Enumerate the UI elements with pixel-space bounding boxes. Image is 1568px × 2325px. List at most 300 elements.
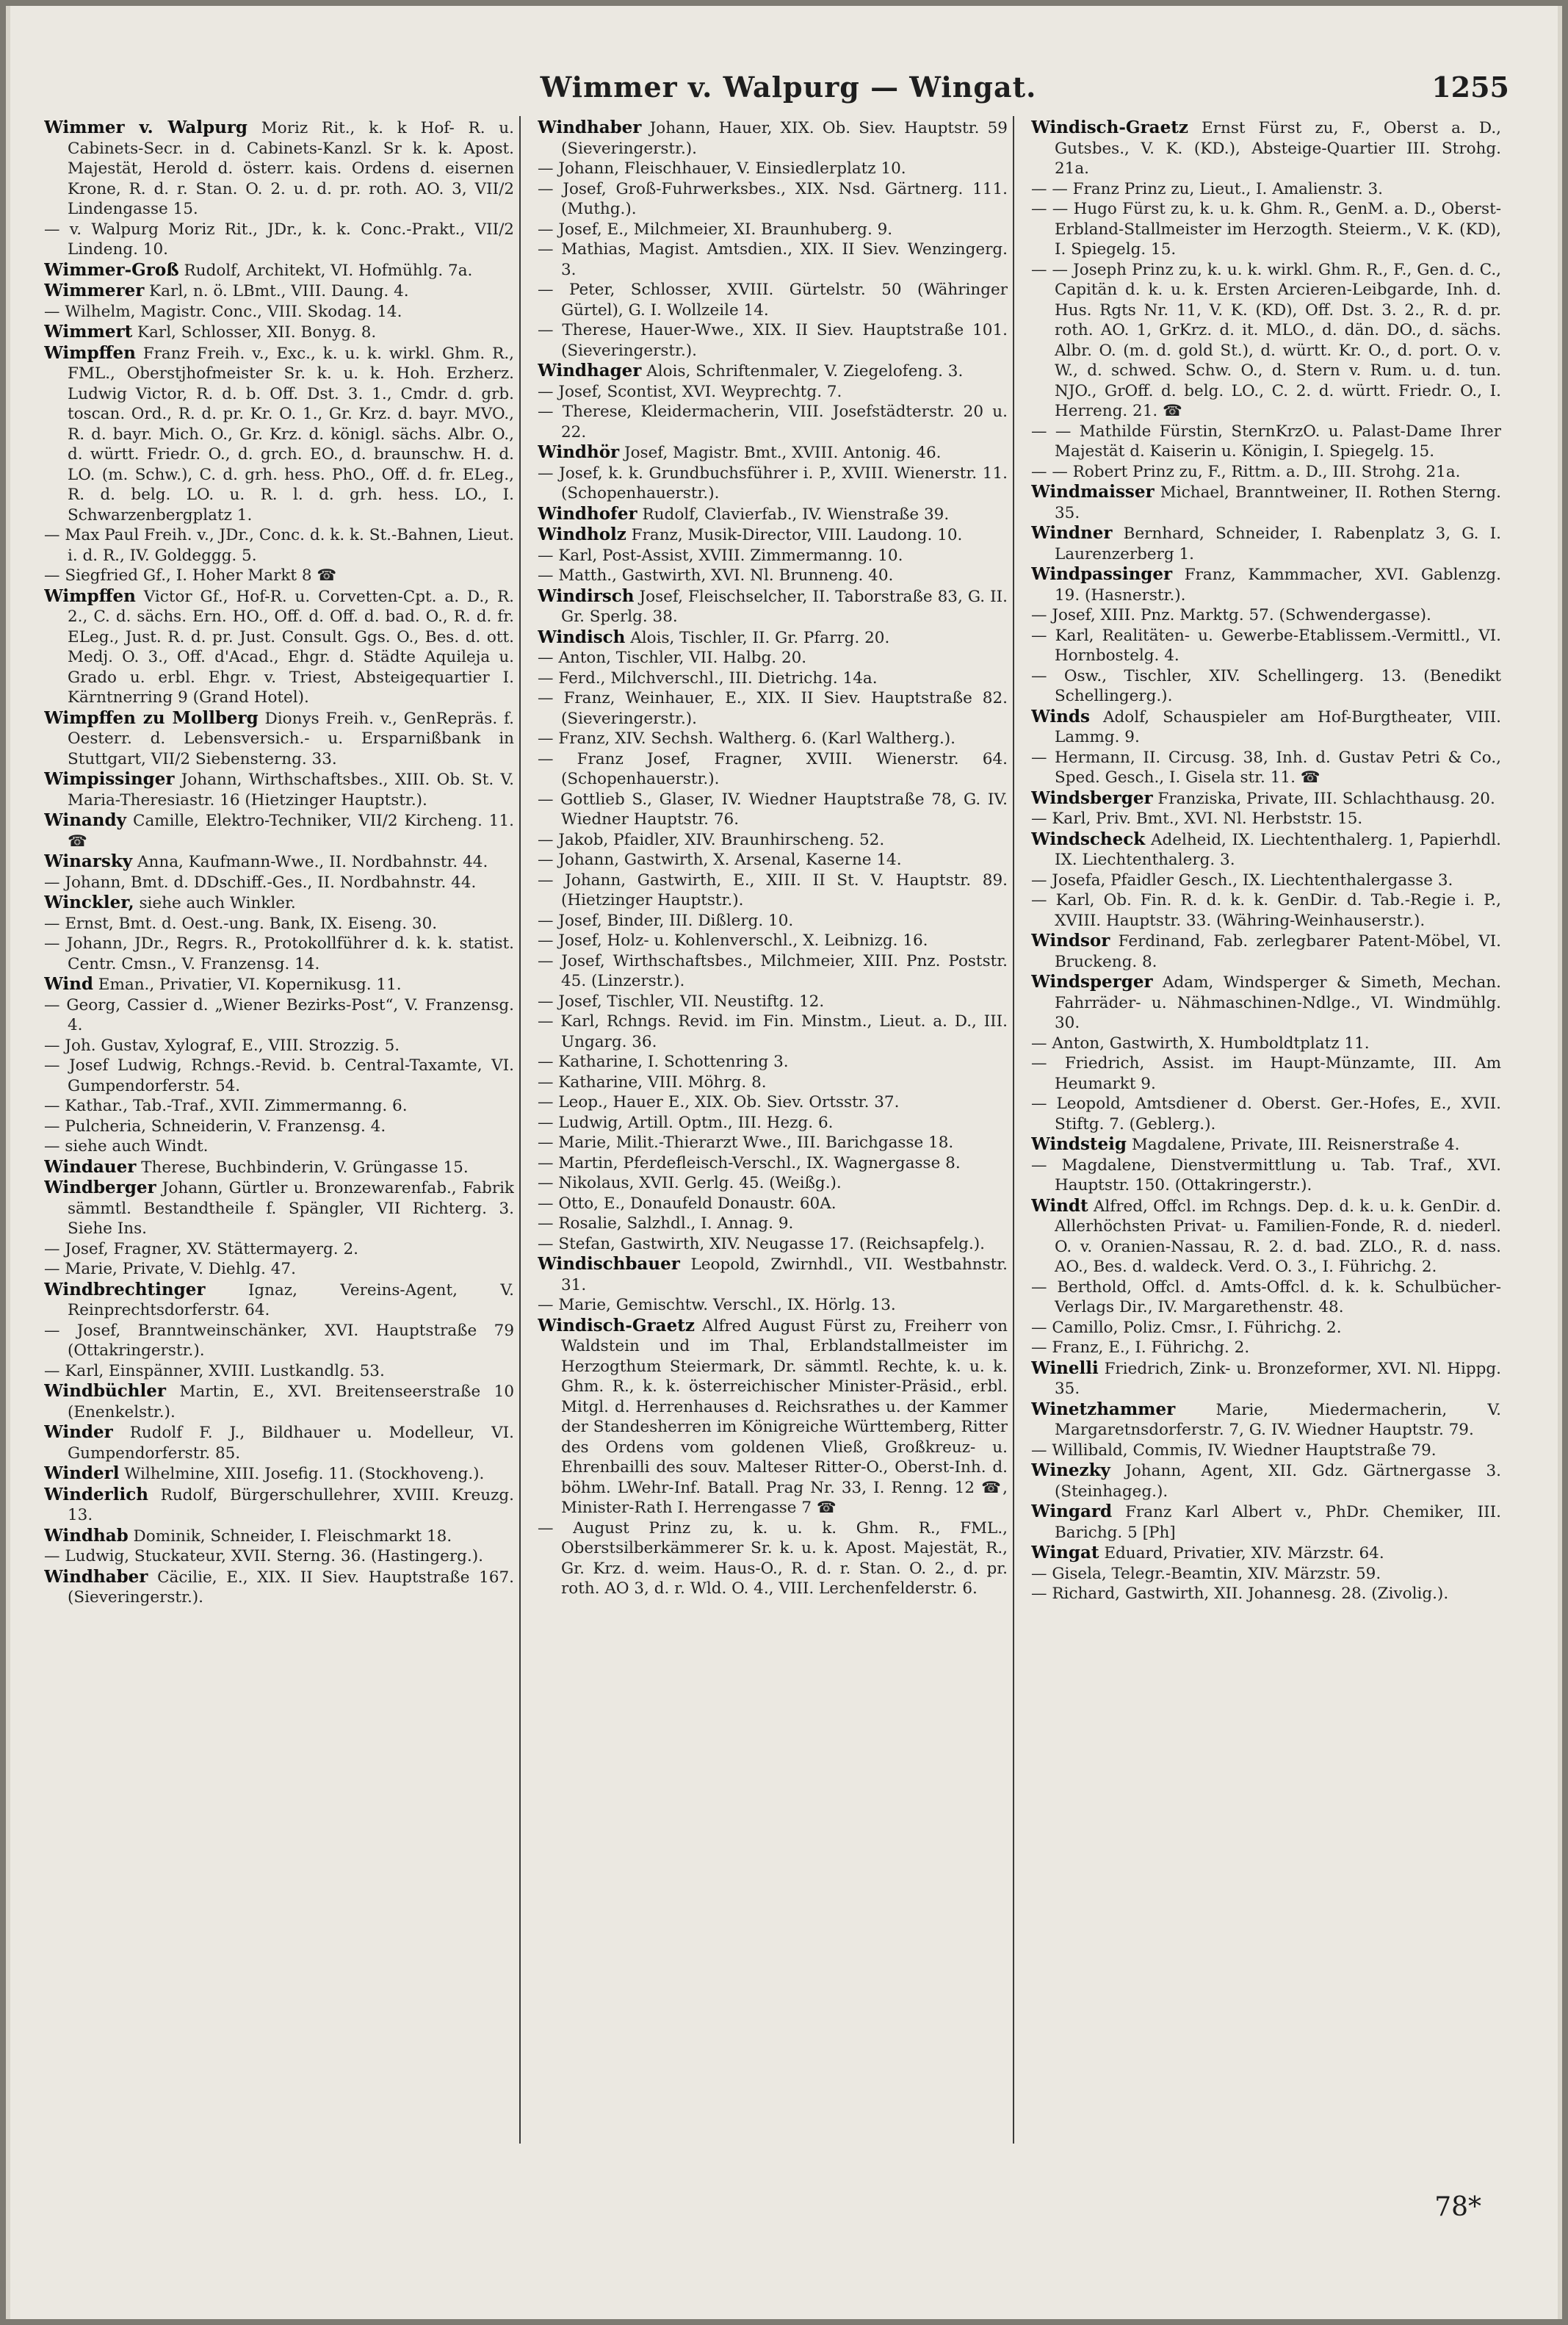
entry-text: Therese, Buchbinderin, V. Grüngasse 15.: [136, 1158, 469, 1177]
entry-headword: Windhaber: [44, 1566, 148, 1587]
entry-text: — Karl, Ob. Fin. R. d. k. k. GenDir. d. Tab.-Regie i. P., XVIII. Hauptstr. 33. (Währing-Weinhauserstr.).: [1031, 891, 1501, 930]
directory-entry: [538, 1113, 1008, 1133]
entry-text: — Ferd., Milchverschl., III. Dietrichg. 14a.: [538, 668, 878, 688]
entry-text: Franz Karl Albert v., PhDr. Chemiker, III. Barichg. 5 [Ph]: [1055, 1503, 1501, 1542]
entry-text: — Magdalene, Dienstvermittlung u. Tab. Traf., XVI. Hauptstr. 150. (Ottakringerstr.).: [1031, 1156, 1501, 1194]
entry-headword: Windauer: [44, 1156, 137, 1177]
directory-entry: [44, 220, 514, 260]
entry-text: — Josef, Scontist, XVI. Weyprechtg. 7.: [538, 382, 842, 401]
directory-entry: [1031, 179, 1501, 200]
directory-entry: [44, 1056, 514, 1096]
entry-text: Rudolf, Bürgerschullehrer, XVIII. Kreuzg. 13.: [68, 1485, 514, 1524]
entry-headword: Winezky: [1031, 1460, 1110, 1480]
directory-entry: [44, 302, 514, 322]
entry-headword: Windhör: [538, 442, 620, 462]
directory-entry: [1031, 1441, 1501, 1461]
directory-entry: [1031, 809, 1501, 829]
directory-entry: [1031, 707, 1501, 748]
directory-entry: [538, 159, 1008, 179]
entry-text: Franz, Musik-Director, VIII. Laudong. 10.: [626, 526, 963, 544]
directory-entry: [538, 442, 1008, 464]
directory-entry: [1031, 1399, 1501, 1441]
entry-text: — Karl, Realitäten- u. Gewerbe-Etablissem.-Vermittl., VI. Hornbostelg. 4.: [1031, 626, 1501, 665]
entry-text: — Marie, Gemischtw. Verschl., IX. Hörlg. 13.: [538, 1296, 896, 1314]
entry-text: — Katharine, I. Schottenring 3.: [538, 1053, 789, 1071]
directory-entry: [538, 648, 1008, 668]
entry-text: Magdalene, Private, III. Reisnerstraße 4.: [1127, 1136, 1460, 1154]
entry-text: — Camillo, Poliz. Cmsr., I. Führichg. 2.: [1031, 1318, 1342, 1337]
entry-text: — Willibald, Commis, IV. Wiedner Hauptstraße 79.: [1031, 1441, 1437, 1460]
directory-entry: [1031, 626, 1501, 666]
entry-text: — Leop., Hauer E., XIX. Ob. Siev. Ortsstr. 37.: [538, 1093, 900, 1111]
entry-text: Wilhelmine, XIII. Josefig. 11. (Stockhoveng.).: [119, 1465, 485, 1483]
directory-entry: [1031, 1460, 1501, 1502]
entry-headword: Windhofer: [538, 503, 637, 524]
directory-entry: [538, 870, 1008, 911]
directory-entry: [1031, 829, 1501, 870]
entry-text: Eman., Privatier, VI. Kopernikusg. 11.: [93, 976, 402, 994]
entry-text: Marie, Miedermacherin, V. Margaretnsdorferstr. 7, G. IV. Wiedner Hauptstr. 79.: [1055, 1400, 1501, 1439]
directory-entry: [538, 179, 1008, 220]
entry-text: — Josef, Wirthschaftsbes., Milchmeier, XIII. Pnz. Poststr. 45. (Linzerstr.).: [538, 951, 1008, 990]
entry-headword: Winderl: [44, 1463, 120, 1483]
directory-entry: [538, 402, 1008, 442]
directory-entry: [538, 1295, 1008, 1316]
entry-headword: Winder: [44, 1422, 113, 1442]
entry-headword: Windmaisser: [1031, 482, 1155, 502]
entry-headword: Windsberger: [1031, 787, 1153, 808]
entry-headword: Windhab: [44, 1525, 129, 1546]
entry-text: Rudolf, Clavierfab., IV. Wienstraße 39.: [637, 505, 950, 524]
entry-text: — Wilhelm, Magistr. Conc., VIII. Skodag. 14.: [44, 302, 402, 321]
entry-headword: Windpassinger: [1031, 564, 1173, 584]
entry-text: — Kathar., Tab.-Traf., XVII. Zimmermanng. 6.: [44, 1097, 408, 1115]
directory-entry: [538, 830, 1008, 851]
entry-text: — Karl, Priv. Bmt., XVI. Nl. Herbststr. 15.: [1031, 810, 1363, 828]
entry-text: — Franz, XIV. Sechsh. Waltherg. 6. (Karl Waltherg.).: [538, 729, 955, 748]
entry-text: Adelheid, IX. Liechtenthalerg. 1, Papierhdl. IX. Liechtenthalerg. 3.: [1055, 830, 1501, 869]
entry-text: — Karl, Post-Assist, XVIII. Zimmermanng. 10.: [538, 546, 903, 565]
directory-entry: [44, 1036, 514, 1056]
directory-entry: [1031, 1053, 1501, 1094]
entry-text: — Josefa, Pfaidler Gesch., IX. Liechtenthalergasse 3.: [1031, 870, 1453, 890]
directory-entry: [1031, 788, 1501, 810]
directory-entry: [44, 810, 514, 851]
directory-entry: [1031, 748, 1501, 788]
entry-text: — Marie, Milit.-Thierarzt Wwe., III. Barichgasse 18.: [538, 1133, 954, 1152]
directory-column-left: [44, 118, 514, 2130]
directory-entry: [1031, 1584, 1501, 1604]
directory-entry: [44, 914, 514, 934]
entry-text: — — Mathilde Fürstin, SternKrzO. u. Palast-Dame Ihrer Majestät d. Kaiserin u. Königin, I. Spiegelg. 15.: [1031, 422, 1501, 461]
directory-entry: [44, 586, 514, 708]
entry-headword: Winds: [1031, 706, 1090, 727]
entry-text: — Joh. Gustav, Xylograf, E., VIII. Strozzig. 5.: [44, 1036, 400, 1055]
entry-text: — Georg, Cassier d. „Wiener Bezirks-Post“, V. Franzensg. 4.: [44, 995, 514, 1034]
entry-text: — Franz Josef, Fragner, XVIII. Wienerstr. 64. (Schopenhauerstr.).: [538, 749, 1008, 788]
directory-entry: [538, 525, 1008, 546]
entry-text: — Franz, E., I. Führichg. 2.: [1031, 1338, 1250, 1357]
directory-entry: [1031, 564, 1501, 605]
directory-entry: [538, 992, 1008, 1012]
entry-text: — August Prinz zu, k. u. k. Ghm. R., FML., Oberstsilberkämmerer Sr. k. u. k. Apost. Majestät, R., Gr. Krz. d. weim. Haus-O., R. d. r. Stan. O. 2., d. pr. roth. AO 3, d. r. Wld. O. 4., VIII. Lerchenfelderstr. 6.: [538, 1518, 1008, 1598]
directory-entry: [44, 1422, 514, 1463]
directory-entry: [538, 1194, 1008, 1214]
entry-text: Leopold, Zwirnhdl., VII. Westbahnstr. 31.: [561, 1255, 1008, 1294]
directory-entry: [538, 1133, 1008, 1153]
entry-headword: Windisch-Graetz: [538, 1315, 695, 1335]
entry-headword: Windsperger: [1031, 972, 1153, 992]
directory-entry: [538, 1234, 1008, 1255]
entry-text: Johann, Hauer, XIX. Ob. Siev. Hauptstr. 59 (Sieveringerstr.).: [561, 119, 1008, 158]
directory-entry: [538, 1153, 1008, 1174]
entry-text: — Josef, Groß-Fuhrwerksbes., XIX. Nsd. Gärtnerg. 111. (Muthg.).: [538, 179, 1008, 218]
entry-headword: Wingard: [1031, 1502, 1113, 1521]
entry-text: — Franz, Weinhauer, E., XIX. II Siev. Hauptstraße 82. (Sieveringerstr.).: [538, 689, 1008, 728]
directory-entry: [1031, 1543, 1501, 1564]
directory-entry: [44, 1096, 514, 1117]
directory-entry: [44, 769, 514, 810]
entry-text: — siehe auch Windt.: [44, 1137, 209, 1156]
entry-text: — Osw., Tischler, XIV. Schellingerg. 13. (Benedikt Schellingerg.).: [1031, 666, 1501, 705]
entry-text: — — Robert Prinz zu, F., Rittm. a. D., III. Strohg. 21a.: [1031, 462, 1461, 481]
entry-text: — Peter, Schlosser, XVIII. Gürtelstr. 50 (Währinger Gürtel), G. I. Wollzeile 14.: [538, 281, 1008, 320]
directory-entry: [44, 1485, 514, 1526]
entry-text: Karl, n. ö. LBmt., VIII. Daung. 4.: [144, 282, 409, 300]
entry-headword: Winderlich: [44, 1484, 148, 1504]
directory-entry: [1031, 482, 1501, 523]
entry-headword: Wind: [44, 974, 93, 994]
directory-entry: [44, 260, 514, 281]
entry-text: — Therese, Kleidermacherin, VIII. Josefstädterstr. 20 u. 22.: [538, 403, 1008, 441]
directory-entry: [44, 1463, 514, 1485]
entry-text: Michael, Branntweiner, II. Rothen Sterng. 35.: [1055, 483, 1501, 522]
directory-entry: [1031, 1034, 1501, 1054]
entry-headword: Windberger: [44, 1178, 156, 1197]
entry-text: Dionys Freih. v., GenRepräs. f. Oesterr. d. Lebensversich.- u. Ersparnißbank in Stuttgart, VII/2 Siebensterng. 33.: [68, 709, 514, 768]
entry-text: Friedrich, Zink- u. Bronzeformer, XVI. Nl. Hippg. 35.: [1055, 1359, 1501, 1398]
entry-headword: Wingat: [1031, 1543, 1099, 1562]
entry-headword: Wimpffen zu Mollberg: [44, 707, 259, 728]
directory-entry: [538, 1052, 1008, 1073]
directory-entry: [1031, 931, 1501, 972]
entry-headword: Windholz: [538, 525, 626, 544]
entry-text: Ferdinand, Fab. zerlegbarer Patent-Möbel, VI. Bruckeng. 8.: [1055, 932, 1501, 971]
directory-entry: [44, 851, 514, 873]
entry-text: — Max Paul Freih. v., JDr., Conc. d. k. k. St.-Bahnen, Lieut. i. d. R., IV. Goldeggg. 5.: [44, 526, 514, 565]
entry-headword: Winandy: [44, 810, 126, 830]
directory-entry: [44, 1546, 514, 1567]
entry-text: — Siegfried Gf., I. Hoher Markt 8 ☎: [44, 566, 337, 585]
directory-entry: [44, 1259, 514, 1280]
directory-entry: [44, 566, 514, 586]
entry-headword: Wimmer-Groß: [44, 259, 179, 280]
entry-headword: Wimmert: [44, 322, 133, 342]
entry-text: — Berthold, Offcl. d. Amts-Offcl. d. k. k. Schulbücher-Verlags Dir., IV. Margarethenstr. 48.: [1031, 1277, 1501, 1316]
directory-entry: [1031, 1196, 1501, 1277]
directory-entry: [538, 1092, 1008, 1113]
directory-entry: [538, 118, 1008, 159]
directory-entry: [44, 281, 514, 302]
entry-text: Johann, Agent, XII. Gdz. Gärtnergasse 3. (Steinhageg.).: [1055, 1462, 1501, 1501]
entry-text: — — Franz Prinz zu, Lieut., I. Amalienstr. 3.: [1031, 179, 1384, 198]
directory-entry: [1031, 1094, 1501, 1134]
entry-text: — — Joseph Prinz zu, k. u. k. wirkl. Ghm. R., F., Gen. d. C., Capitän d. k. u. k. Ersten Arcieren-Leibgarde, Inh. d. Hus. Rgts Nr. 11, V. K. (KD), Off. Dst. 3. 2., R. d. pr. roth. AO. 1, GrKrz. d. it. MLO., d. dän. DO., d. sächs. Albr. O. (m. d. gold St.), d. württ. Kr. O., d. port. O. v. W., d. schwed. Schw. O., d. Stern v. Rum. u. d. tun. NJO., GrOff. d. belg. LO., C. 2. d. württ. Friedr. O., I. Herreng. 21. ☎: [1031, 260, 1501, 420]
directory-entry: [1031, 605, 1501, 626]
entry-headword: Windhager: [538, 361, 642, 381]
entry-headword: Wimpffen: [44, 585, 136, 606]
entry-headword: Wimmerer: [44, 281, 145, 300]
entry-text: — Matth., Gastwirth, XVI. Nl. Brunneng. 40.: [538, 566, 894, 585]
entry-text: Bernhard, Schneider, I. Rabenplatz 3, G. I. Laurenzerberg 1.: [1055, 525, 1501, 563]
directory-entry: [1031, 890, 1501, 931]
entry-headword: Windischbauer: [538, 1254, 680, 1274]
entry-text: — Nikolaus, XVII. Gerlg. 45. (Weißg.).: [538, 1174, 842, 1192]
directory-entry: [538, 504, 1008, 525]
entry-text: Johann, Wirthschaftsbes., XIII. Ob. St. V. Maria-Theresiastr. 16 (Hietzinger Hauptstr.).: [68, 771, 514, 810]
directory-entry: [1031, 1134, 1501, 1156]
directory-column-right: [1031, 118, 1501, 2130]
entry-text: — Johann, Gastwirth, X. Arsenal, Kaserne 14.: [538, 851, 902, 869]
directory-entry: [1031, 1358, 1501, 1399]
directory-column-middle: [538, 118, 1008, 2130]
directory-entry: [44, 1361, 514, 1382]
entry-text: — Therese, Hauer-Wwe., XIX. II Siev. Hauptstraße 101. (Sieveringerstr.).: [538, 321, 1008, 360]
directory-entry: [1031, 1502, 1501, 1543]
entry-headword: Winarsky: [44, 851, 133, 871]
directory-entry: [1031, 870, 1501, 891]
entry-headword: Winelli: [1031, 1358, 1099, 1378]
entry-text: — Richard, Gastwirth, XII. Johannesg. 28. (Zivolig.).: [1031, 1585, 1449, 1603]
entry-text: Alois, Tischler, II. Gr. Pfarrg. 20.: [625, 628, 890, 647]
entry-text: Karl, Schlosser, XII. Bonyg. 8.: [132, 323, 377, 342]
directory-entry: [1031, 1277, 1501, 1318]
entry-headword: Windisch: [538, 627, 626, 647]
directory-entry: [1031, 666, 1501, 707]
directory-entry: [44, 525, 514, 566]
directory-entry: [1031, 260, 1501, 422]
entry-headword: Wimmer v. Walpurg: [44, 118, 248, 137]
directory-entry: [44, 1178, 514, 1239]
directory-columns: [44, 118, 1513, 2130]
directory-entry: [538, 911, 1008, 931]
directory-entry: [44, 343, 514, 526]
directory-entry: [44, 322, 514, 343]
directory-entry: [538, 951, 1008, 992]
directory-entry: [44, 1381, 514, 1422]
directory-entry: [538, 850, 1008, 870]
entry-text: — Hermann, II. Circusg. 38, Inh. d. Gustav Petri & Co., Sped. Gesch., I. Gisela str. 11. ☎: [1031, 748, 1501, 787]
entry-text: — Johann, Gastwirth, E., XIII. II St. V. Hauptstr. 89. (Hietzinger Hauptstr.).: [538, 870, 1008, 909]
entry-headword: Windbüchler: [44, 1381, 166, 1401]
directory-entry: [44, 118, 514, 220]
entry-headword: Winckler,: [44, 893, 134, 912]
entry-headword: Windscheck: [1031, 829, 1146, 849]
entry-text: Alfred, Offcl. im Rchngs. Dep. d. k. u. k. GenDir. d. Allerhöchsten Privat- u. Familien-Fonde, R. d. niederl. O. v. Oranien-Nassau, R. 2. d. bad. ZLO., R. d. nass. AO., Bes. d. waldeck. Verd. O. 3., I. Führichg. 2.: [1055, 1197, 1501, 1276]
entry-text: siehe auch Winkler.: [134, 894, 296, 912]
directory-entry: [44, 1117, 514, 1137]
entry-text: — Rosalie, Salzhdl., I. Annag. 9.: [538, 1214, 794, 1233]
page-number: 1255: [1431, 71, 1509, 104]
entry-text: — Gisela, Telegr.-Beamtin, XIV. Märzstr. 59.: [1031, 1564, 1381, 1583]
entry-text: — Josef, E., Milchmeier, XI. Braunhuberg. 9.: [538, 220, 893, 239]
entry-text: — Karl, Einspänner, XVIII. Lustkandlg. 53.: [44, 1361, 385, 1380]
directory-entry: [538, 627, 1008, 649]
directory-entry: [538, 361, 1008, 382]
entry-headword: Windisch-Graetz: [1031, 118, 1188, 137]
entry-headword: Windsteig: [1031, 1134, 1127, 1154]
entry-text: — Josef Ludwig, Rchngs.-Revid. b. Central-Taxamte, VI. Gumpendorferstr. 54.: [44, 1056, 514, 1095]
directory-entry: [44, 1321, 514, 1361]
entry-text: Franz, Kammmacher, XVI. Gablenzg. 19. (Hasnerstr.).: [1055, 566, 1501, 605]
directory-entry: [1031, 1318, 1501, 1338]
directory-entry: [538, 586, 1008, 627]
directory-entry: [538, 688, 1008, 729]
entry-text: Victor Gf., Hof-R. u. Corvetten-Cpt. a. D., R. 2., C. d. sächs. Ern. HO., Off. d. Off. d. bad. O., R. d. fr. ELeg., Just. R. d. pr. Just. Consult. Ggs. O., Bes. d. ott. Medj. O. 3., Off. d'Acad., Ehgr. d. Städte Aquileja u. Grado u. erbl. Ehgr. v. Triest, Absteigequartier I. Kärntnerring 9 (Grand Hotel).: [68, 587, 514, 707]
entry-headword: Windsor: [1031, 931, 1110, 951]
directory-entry: [44, 1239, 514, 1260]
directory-entry: [1031, 1564, 1501, 1585]
entry-text: — Josef, XIII. Pnz. Marktg. 57. (Schwendergasse).: [1031, 606, 1431, 624]
directory-entry: [44, 934, 514, 974]
entry-text: Rudolf F. J., Bildhauer u. Modelleur, VI. Gumpendorferstr. 85.: [68, 1424, 514, 1463]
signature-mark: 78*: [1434, 2192, 1481, 2222]
entry-text: Cäcilie, E., XIX. II Siev. Hauptstraße 167. (Sieveringerstr.).: [68, 1568, 514, 1607]
directory-entry: [44, 708, 514, 770]
entry-text: — Karl, Rchngs. Revid. im Fin. Minstm., Lieut. a. D., III. Ungarg. 36.: [538, 1012, 1008, 1051]
directory-entry: [538, 464, 1008, 504]
entry-text: — Martin, Pferdefleisch-Verschl., IX. Wagnergasse 8.: [538, 1153, 961, 1172]
directory-entry: [44, 995, 514, 1036]
directory-entry: [538, 382, 1008, 403]
entry-text: — Johann, Bmt. d. DDschiff.-Ges., II. Nordbahnstr. 44.: [44, 873, 477, 892]
entry-text: — Friedrich, Assist. im Haupt-Münzamte, III. Am Heumarkt 9.: [1031, 1054, 1501, 1093]
directory-entry: [538, 220, 1008, 240]
directory-entry: [538, 1316, 1008, 1518]
entry-headword: Windt: [1031, 1195, 1088, 1216]
directory-entry: [538, 1214, 1008, 1234]
directory-entry: [538, 280, 1008, 320]
directory-entry: [1031, 972, 1501, 1034]
entry-headword: Wimpffen: [44, 342, 136, 363]
page-header: [10, 66, 1567, 118]
entry-text: Franziska, Private, III. Schlachthausg. 20.: [1152, 789, 1495, 808]
directory-entry: [538, 749, 1008, 790]
directory-entry: [44, 1526, 514, 1547]
entry-headword: Windhaber: [538, 118, 642, 137]
entry-headword: Wimpissinger: [44, 769, 175, 789]
entry-text: — Josef, Binder, III. Dißlerg. 10.: [538, 911, 794, 930]
entry-text: Martin, E., XVI. Breitenseerstraße 10 (Enenkelstr.).: [68, 1383, 514, 1421]
directory-entry: [538, 1073, 1008, 1093]
directory-entry: [1031, 118, 1501, 179]
directory-entry: [1031, 422, 1501, 462]
directory-entry: [44, 893, 514, 914]
entry-text: Johann, Gürtler u. Bronzewarenfab., Fabrik sämmtl. Bestandtheile f. Spängler, VII Richterg. 3. Siehe Ins.: [68, 1179, 514, 1238]
directory-entry: [538, 931, 1008, 951]
entry-text: — Stefan, Gastwirth, XIV. Neugasse 17. (Reichsapfelg.).: [538, 1234, 986, 1253]
directory-entry: [538, 668, 1008, 689]
entry-text: — Gottlieb S., Glaser, IV. Wiedner Hauptstraße 78, G. IV. Wiedner Hauptstr. 76.: [538, 790, 1008, 829]
entry-text: — Marie, Private, V. Diehlg. 47.: [44, 1260, 296, 1278]
entry-text: Alois, Schriftenmaler, V. Ziegelofeng. 3.: [641, 362, 964, 381]
directory-entry: [538, 1254, 1008, 1295]
entry-text: — Josef, Tischler, VII. Neustiftg. 12.: [538, 992, 825, 1011]
entry-text: — Leopold, Amtsdiener d. Oberst. Ger.-Hofes, E., XVII. Stiftg. 7. (Geblerg.).: [1031, 1095, 1501, 1133]
entry-text: — Otto, E., Donaufeld Donaustr. 60A.: [538, 1194, 837, 1213]
entry-text: — Josef, Fragner, XV. Stättermayerg. 2.: [44, 1239, 358, 1258]
entry-headword: Windner: [1031, 523, 1113, 543]
directory-entry: [1031, 1338, 1501, 1358]
entry-text: — Pulcheria, Schneiderin, V. Franzensg. 4.: [44, 1117, 386, 1136]
entry-text: — Anton, Gastwirth, X. Humboldtplatz 11.: [1031, 1034, 1370, 1053]
entry-text: Moriz Rit., k. k Hof- R. u. Cabinets-Secr. in d. Cabinets-Kanzl. Sr k. k. Apost. Majestät, Herold d. österr. kais. Ordens d. eisernen Krone, R. d. r. Stan. O. 2. u. d. pr. roth. AO. 3, VII/2 Lindengasse 15.: [68, 119, 514, 218]
entry-text: — Katharine, VIII. Möhrg. 8.: [538, 1073, 767, 1092]
directory-entry: [538, 1518, 1008, 1599]
directory-entry: [538, 1012, 1008, 1052]
directory-entry: [1031, 523, 1501, 564]
entry-headword: Windirsch: [538, 585, 635, 606]
entry-text: Camille, Elektro-Techniker, VII/2 Kircheng. 11. ☎: [68, 812, 514, 851]
entry-text: — Mathias, Magist. Amtsdien., XIX. II Siev. Wenzingerg. 3.: [538, 240, 1008, 279]
entry-text: Alfred August Fürst zu, Freiherr von Waldstein und im Thal, Erblandstallmeister im Herzogthum Steiermark, Dr. sämmtl. Rechte, k. u. k. Ghm. R., k. k. österreichischer Minister-Präsid., erbl. Mitgl. d. Herrenhauses d. Reichsrathes u. der Kammer der Standesherren im Königreiche Württemberg, Ritter des Ordens vom goldenen Vließ, Großkreuz- u. Ehrenbailli des souv. Malteser Ritter-O., Oberst-Inh. d. böhm. LWehr-Inf. Batall. Prag Nr. 33, I. Renng. 12 ☎, Minister-Rath I. Herrengasse 7 ☎: [561, 1316, 1008, 1517]
directory-entry: [538, 729, 1008, 749]
directory-entry: [1031, 462, 1501, 483]
entry-text: Josef, Fleischselcher, II. Taborstraße 83, G. II. Gr. Sperlg. 38.: [561, 587, 1008, 626]
directory-entry: [1031, 1156, 1501, 1196]
entry-text: Anna, Kaufmann-Wwe., II. Nordbahnstr. 44.: [132, 853, 488, 871]
entry-text: Ignaz, Vereins-Agent, V. Reinprechtsdorferstr. 64.: [68, 1280, 514, 1319]
entry-text: — Ernst, Bmt. d. Oest.-ung. Bank, IX. Eiseng. 30.: [44, 914, 438, 933]
directory-entry: [44, 873, 514, 893]
entry-text: — Josef, Branntweinschänker, XVI. Hauptstraße 79 (Ottakringerstr.).: [44, 1321, 514, 1360]
directory-entry: [538, 320, 1008, 361]
directory-entry: [44, 1157, 514, 1178]
directory-entry: [538, 566, 1008, 586]
directory-entry: [538, 546, 1008, 566]
entry-text: — Johann, JDr., Regrs. R., Protokollführer d. k. k. statist. Centr. Cmsn., V. Franzensg. 14.: [44, 934, 514, 973]
directory-entry: [538, 1173, 1008, 1194]
entry-text: Adam, Windsperger & Simeth, Mechan. Fahrräder- u. Nähmaschinen-Ndlge., VI. Windmühlg. 30.: [1055, 973, 1501, 1032]
entry-headword: Windbrechtinger: [44, 1279, 206, 1300]
entry-text: — Josef, Holz- u. Kohlenverschl., X. Leibnizg. 16.: [538, 931, 928, 950]
entry-text: Josef, Magistr. Bmt., XVIII. Antonig. 46.: [619, 444, 942, 462]
directory-entry: [44, 1280, 514, 1321]
directory-entry: [44, 974, 514, 995]
running-title: Wimmer v. Walpurg — Wingat.: [540, 71, 1037, 104]
entry-text: — Ludwig, Stuckateur, XVII. Sterng. 36. (Hastingerg.).: [44, 1547, 483, 1565]
entry-text: Rudolf, Architekt, VI. Hofmühlg. 7a.: [178, 261, 473, 280]
entry-text: — v. Walpurg Moriz Rit., JDr., k. k. Conc.-Prakt., VII/2 Lindeng. 10.: [44, 220, 514, 259]
directory-entry: [44, 1567, 514, 1608]
entry-text: Eduard, Privatier, XIV. Märzstr. 64.: [1099, 1544, 1384, 1562]
entry-headword: Winetzhammer: [1031, 1399, 1176, 1419]
entry-text: — Jakob, Pfaidler, XIV. Braunhirscheng. 52.: [538, 830, 885, 849]
entry-text: — — Hugo Fürst zu, k. u. k. Ghm. R., GenM. a. D., Oberst-Erbland-Stallmeister im Herzogth. Steierm., V. K. (KD), I. Spiegelg. 15.: [1031, 200, 1501, 259]
entry-text: — Anton, Tischler, VII. Halbg. 20.: [538, 649, 807, 667]
directory-entry: [44, 1136, 514, 1157]
entry-text: Dominik, Schneider, I. Fleischmarkt 18.: [128, 1526, 452, 1546]
directory-entry: [1031, 199, 1501, 260]
entry-text: — Josef, k. k. Grundbuchsführer i. P., XVIII. Wienerstr. 11. (Schopenhauerstr.).: [538, 464, 1008, 502]
directory-entry: [538, 790, 1008, 830]
entry-text: Franz Freih. v., Exc., k. u. k. wirkl. Ghm. R., FML., Oberstjhofmeister Sr. k. u. k. Hoh. Erzherz. Ludwig Victor, R. d. b. Off. Dst. 3. 1., Cmdr. d. grb. toscan. Ord., R. d. pr. Kr. O. 1., Gr. Krz. d. bayr. MVO., R. d. bayr. Mich. O., Gr. Krz. d. königl. sächs. Albr. O., d. württ. Friedr. O., d. grch. EO., d. braunschw. H. d. LO. (m. Schw.), C. d. grh. hess. PhO., Off. d. fr. ELeg., R. d. belg. LO. u. R. l. d. grh. hess. LO., I. Schwarzenbergplatz 1.: [68, 344, 514, 525]
directory-entry: [538, 239, 1008, 280]
entry-text: Adolf, Schauspieler am Hof-Burgtheater, VIII. Lammg. 9.: [1055, 707, 1501, 746]
entry-text: Ernst Fürst zu, F., Oberst a. D., Gutsbes., V. K. (KD.), Absteige-Quartier III. Strohg. 21a.: [1055, 119, 1501, 178]
entry-text: — Ludwig, Artill. Optm., III. Hezg. 6.: [538, 1113, 834, 1132]
entry-text: — Johann, Fleischhauer, V. Einsiedlerplatz 10.: [538, 159, 906, 178]
